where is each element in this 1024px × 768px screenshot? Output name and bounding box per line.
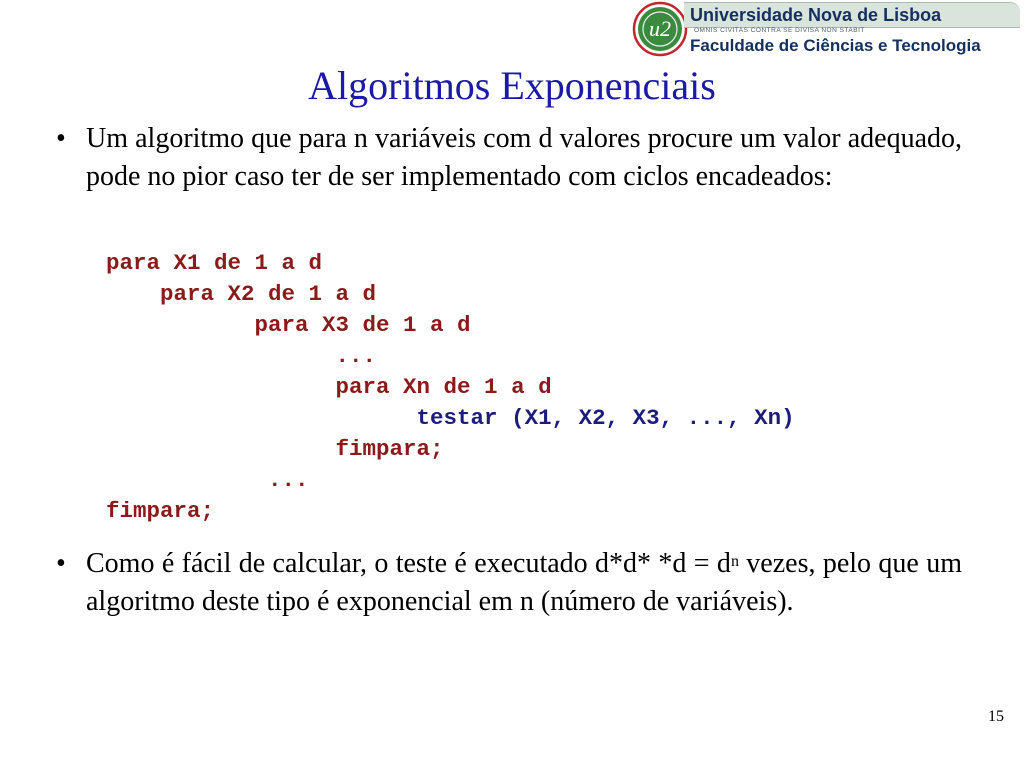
bullet-2-text: Como é fácil de calcular, o teste é executado d*d* *d = d (86, 548, 731, 579)
code-line: ... (106, 343, 377, 369)
slide-title: Algoritmos Exponenciais (308, 63, 716, 108)
exponent-n: n (730, 553, 739, 570)
university-motto: OMNIS CIVITAS CONTRA SE DIVISA NON STABIT (694, 27, 865, 34)
university-logo (632, 0, 1024, 58)
code-line: fimpara; (106, 498, 215, 524)
logo-text-block (684, 0, 1024, 58)
code-line: fimpara; (106, 436, 444, 462)
code-line: para X1 de 1 a d (106, 250, 323, 276)
page-number: 15 (988, 708, 1004, 725)
emblem-monogram: u2 (649, 16, 671, 41)
code-line: ... (106, 467, 309, 493)
logo-banner (684, 2, 1020, 28)
code-line: para X2 de 1 a d (106, 281, 377, 307)
code-line: para Xn de 1 a d (106, 374, 552, 400)
code-line: para X3 de 1 a d (106, 312, 471, 338)
bullet-item-1 (56, 120, 962, 196)
faculty-name: Faculdade de Ciências e Tecnologia (690, 36, 981, 55)
code-line-call: testar (X1, X2, X3, ..., Xn) (106, 405, 795, 431)
pseudocode-block (106, 248, 795, 527)
bullet-item-2 (56, 545, 962, 621)
bullet-2-text-rest: vezes, pelo que um algoritmo deste tipo é exponencial em n (número de variáveis). (86, 548, 962, 617)
university-emblem-icon (632, 1, 688, 57)
bullet-1-text: Um algoritmo que para n variáveis com d valores procure um valor adequado, pode no pior caso ter de ser implementado com ciclos encadeados: (86, 123, 962, 192)
bullet-marker: • (56, 123, 66, 154)
bullet-marker: • (56, 548, 66, 579)
university-name: Universidade Nova de Lisboa (690, 5, 942, 25)
